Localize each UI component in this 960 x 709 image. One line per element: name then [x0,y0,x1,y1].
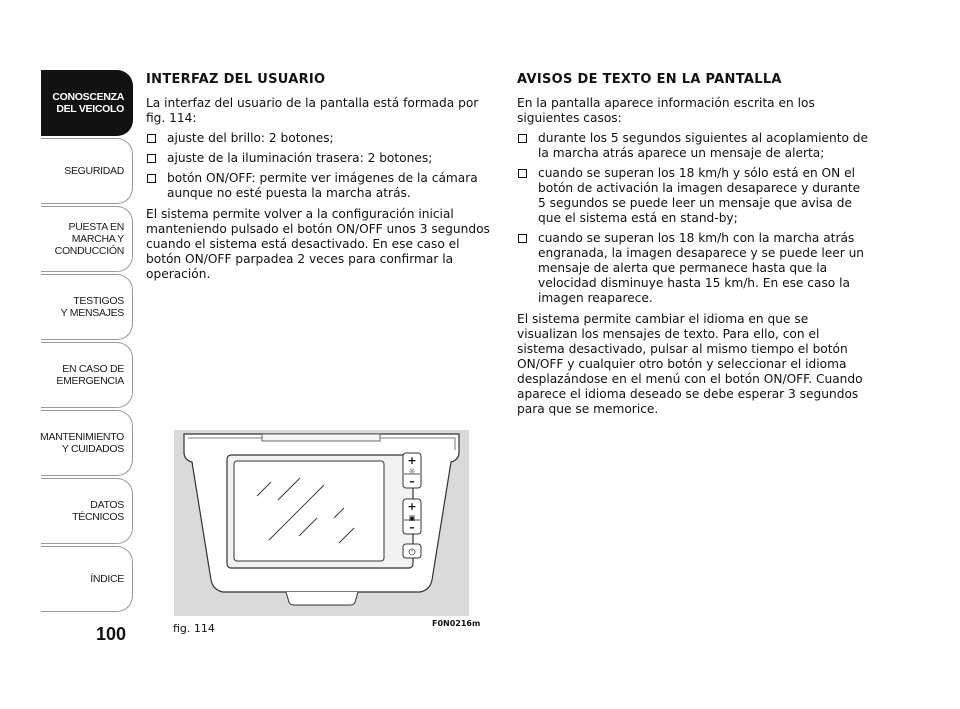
tab-label: MANTENIMIENTO Y CUIDADOS [40,431,124,455]
top-slot [262,434,380,441]
list-item: cuando se superan los 18 km/h con la marcha atrás engranada, la imagen desaparece y se puede leer un mensaje de alerta que permanece hasta que la velocidad disminuye hasta 15 km/h. En ese caso la imagen reaparece. [517,231,869,306]
minus-icon: – [409,521,415,534]
right-column [517,72,869,422]
power-icon: ⏻ [408,548,416,558]
page-number: 100 [96,624,127,644]
list-item: botón ON/OFF: permite ver imágenes de la cámara aunque no esté puesta la marcha atrás. [146,171,491,201]
tab-conoscenza-del-veicolo[interactable] [41,70,133,136]
list-item: durante los 5 segundos siguientes al acoplamiento de la marcha atrás aparece un mensaje de alerta; [517,131,869,161]
list-item: ajuste del brillo: 2 botones; [146,131,491,146]
tab-label: DATOS TÉCNICOS [72,499,124,523]
tab-label: PUESTA EN MARCHA Y CONDUCCIÓN [54,221,124,257]
tab-emergencia[interactable] [41,342,133,408]
figure-code: F0N0216m [432,619,481,628]
section-heading: AVISOS DE TEXTO EN LA PANTALLA [517,72,782,87]
intro-text: La interfaz del usuario de la pantalla está formada por fig. 114: [146,96,479,125]
tab-label: TESTIGOS Y MENSAJES [60,295,124,319]
figure-caption: fig. 114 [173,622,215,635]
list-item: cuando se superan los 18 km/h y sólo está en ON el botón de activación la imagen desaparece y durante 5 segundos se puede leer un mensaje que avisa de que el sistema está en stand-by; [517,166,869,226]
plus-icon: + [407,454,417,467]
tab-label: SEGURIDAD [64,165,124,177]
tab-datos-tecnicos[interactable] [41,478,133,544]
list-item: ajuste de la iluminación trasera: 2 botones; [146,151,491,166]
body-paragraph: El sistema permite volver a la configuración inicial manteniendo pulsado el botón ON/OFF unos 3 segundos cuando el sistema está desactivado. En ese caso el botón ON/OFF parpadea 2 veces para confirmar la operación. [146,207,490,281]
tab-indice[interactable] [41,546,133,612]
tab-puesta-en-marcha[interactable] [41,206,133,272]
section-heading: INTERFAZ DEL USUARIO [146,72,326,87]
tab-label: EN CASO DE EMERGENCIA [56,363,124,387]
tab-testigos[interactable] [41,274,133,340]
backlight-icon: ▣ [408,514,416,522]
tab-label: ÍNDICE [90,573,124,585]
display-unit-drawing [174,430,469,616]
section-sidebar [41,70,133,614]
minus-icon: – [409,475,415,488]
body-paragraph: El sistema permite cambiar el idioma en que se visualizan los mensajes de texto. Para ello, con el sistema desactivado, pulsar al mismo tiempo el botón ON/OFF y cualquier otro botón y seleccionar el idioma desplazándose en el menú con el botón ON/OFF. Cuando aparece el idioma deseado se debe esperar 3 segundos para que se memorice. [517,312,863,416]
plus-icon: + [407,500,417,513]
bottom-tab [286,592,358,605]
tab-mantenimiento[interactable] [41,410,133,476]
figure-display-illustration [174,430,469,616]
brightness-icon: ☼ [408,467,416,476]
tab-seguridad[interactable] [41,138,133,204]
intro-text: En la pantalla aparece información escrita en los siguientes casos: [517,96,815,125]
bullet-list [517,131,869,306]
bullet-list [146,131,491,201]
tab-label: CONOSCENZA DEL VEICOLO [52,91,124,115]
left-column [146,72,491,287]
screen [234,461,384,561]
